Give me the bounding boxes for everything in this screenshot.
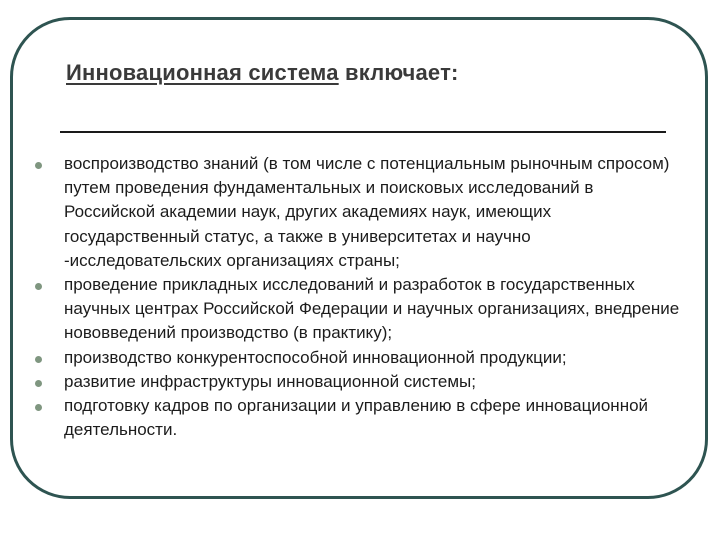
list-item-text: развитие инфраструктуры инновационной системы; — [64, 371, 476, 391]
list-item — [34, 273, 684, 346]
list-item — [34, 394, 684, 442]
list-item-text: производство конкурентоспособной инновационной продукции; — [64, 347, 567, 367]
list-item — [34, 370, 684, 394]
bullet-dot-icon — [35, 162, 42, 169]
title-divider — [60, 131, 666, 133]
title-rest-part: включает: — [338, 60, 459, 85]
bullet-dot-icon — [35, 380, 42, 387]
bullet-dot-icon — [35, 283, 42, 290]
bullet-dot-icon — [35, 356, 42, 363]
slide-title — [66, 60, 459, 86]
list-item — [34, 152, 684, 273]
list-item-text: подготовку кадров по организации и управлению в сфере инновационной деятельности. — [64, 396, 649, 440]
title-underlined-part: Инновационная система — [66, 60, 339, 85]
list-item-text: проведение прикладных исследований и разработок в государственных научных центрах Российской Федерации и научных организациях, внедрение нововведений производство (в практику); — [64, 275, 680, 343]
list-item — [34, 346, 684, 370]
bullet-dot-icon — [35, 404, 42, 411]
bullet-list — [34, 152, 684, 442]
list-item-text: воспроизводство знаний (в том числе с потенциальным рыночным спросом) путем проведения фундаментальных и поисковых исследований в Российской академии наук, других академиях наук, имеющих государственный статус, а также в университетах и научно -исследовательских организациях страны; — [64, 154, 670, 270]
